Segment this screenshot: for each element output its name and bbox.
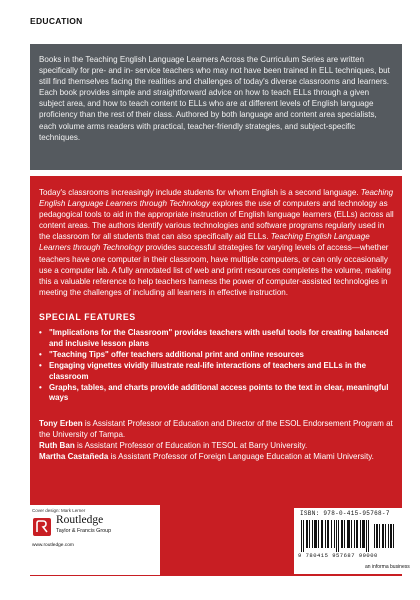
author-bio bbox=[39, 440, 394, 451]
price-code: 90000 bbox=[358, 552, 378, 559]
description-part-3: provides successful strategies for varying levels of access—whether teachers have one computer in their classroom, have multiple computers, or can only occasionally use a computer lab. A fully annotated list of web and print resources completes the volume, making this a valuable reference to help teachers harness the power of computer-assisted technologies in meeting the challenges of including all learners in effective instruction. bbox=[39, 243, 392, 297]
special-features-heading: SPECIAL FEATURES bbox=[39, 311, 136, 322]
author-name: Ruth Ban bbox=[39, 441, 75, 451]
series-blurb-panel bbox=[30, 44, 402, 170]
feature-item: • "Implications for the Classroom" provides teachers with useful tools for creating balanced and inclusive lesson plans bbox=[39, 328, 394, 349]
barcode-number: 9 780415 957687 bbox=[298, 552, 356, 559]
isbn-label: ISBN: 978-0-415-95768-7 bbox=[300, 510, 390, 517]
feature-item: • Graphs, tables, and charts provide additional access points to the text in clear, meaningful ways bbox=[39, 383, 394, 404]
category-label: EDUCATION bbox=[30, 16, 83, 26]
cover-credit: Cover design: Mark Lerner bbox=[32, 508, 86, 513]
author-name: Martha Castañeda bbox=[39, 452, 109, 462]
author-name: Tony Erben bbox=[39, 418, 83, 428]
barcode bbox=[300, 520, 396, 552]
publisher-name: Routledge bbox=[56, 514, 104, 526]
author-description: is Assistant Professor of Education and Director of the ESOL Endorsement Program at the University of Tampa. bbox=[39, 418, 393, 440]
routledge-logo-icon bbox=[33, 518, 51, 536]
feature-item: • "Teaching Tips" offer teachers additional print and online resources bbox=[39, 350, 394, 361]
description-part-1: Today's classrooms increasingly include students for whom English is a second language. bbox=[39, 188, 361, 197]
informa-tagline: an informa business bbox=[365, 564, 410, 570]
feature-item: • Engaging vignettes vividly illustrate real-life interactions of teachers and ELLs in the classroom bbox=[39, 361, 394, 382]
series-blurb: Books in the Teaching English Language Learners Across the Curriculum Series are written specifically for pre- and in- service teachers who may not have been trained in ELL techniques, but still find themselves facing the realities and challenges of today's diverse classrooms and learners. Each book provides simple and straightforward advice on how to teach ELLs through a given subject area, and how to teach content to ELLs who are at different levels of English language proficiency than the rest of their class. Authored by both language and content area specialists, each volume arms readers with practical, teacher-friendly strategies, and subject-specific techniques. bbox=[39, 55, 390, 142]
author-bios bbox=[39, 418, 394, 462]
description-text bbox=[39, 187, 394, 298]
barcode-digits bbox=[298, 552, 378, 559]
book-title-italic-1: Teaching English Language Learners through Technology bbox=[39, 188, 394, 209]
author-description: is Assistant Professor of Education in TESOL at Barry University. bbox=[74, 441, 308, 451]
description-part-2: explores the use of computers and technology as pedagogical tools to aid in the appropriate instruction of English language learners (ELLs) across all content areas. The authors identify various technologies and software programs regularly used in the classroom for all students that can also specifically aid ELLs. bbox=[39, 199, 394, 242]
publisher-group: Taylor & Francis Group bbox=[56, 528, 112, 534]
author-bio bbox=[39, 418, 394, 440]
publisher-website: www.routledge.com bbox=[32, 543, 74, 548]
book-title-italic-2: Teaching English Language Learners through Technology bbox=[39, 232, 370, 253]
special-features-list bbox=[39, 328, 394, 404]
author-description: is Assistant Professor of Foreign Language Education at Miami University. bbox=[108, 452, 374, 462]
author-bio bbox=[39, 451, 394, 462]
